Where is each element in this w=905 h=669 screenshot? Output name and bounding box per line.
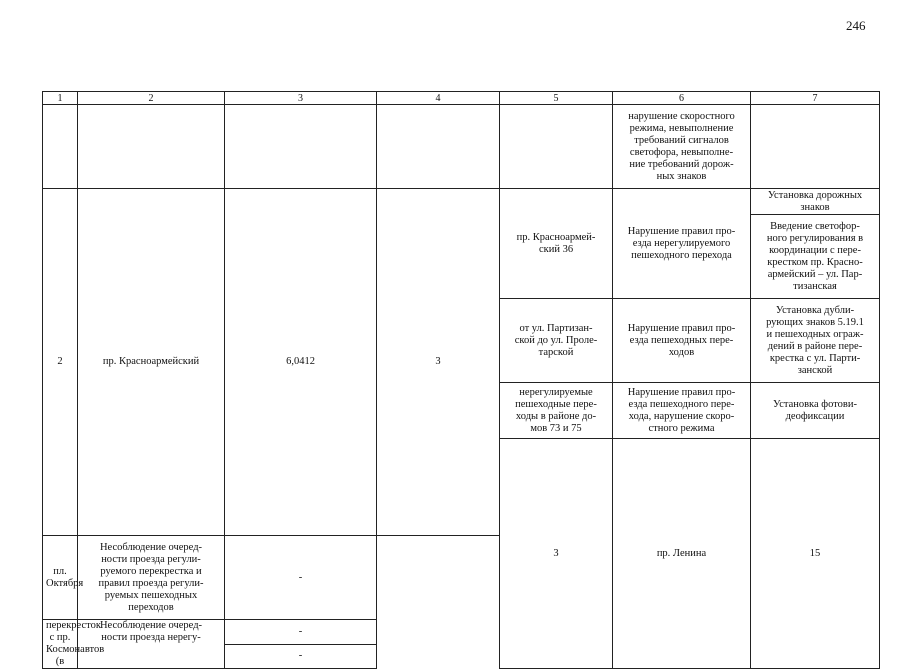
cell-length: 6,0412 — [225, 189, 377, 536]
cell-measure: - — [225, 620, 377, 645]
cell-place: от ул. Партизан- ской до ул. Проле- тарской — [500, 299, 613, 383]
cell-count: 3 — [377, 189, 500, 536]
page-number: 246 — [846, 18, 866, 33]
cell-measure: - — [225, 536, 377, 620]
cell-place: пр. Красноармей- ский 36 — [500, 189, 613, 299]
cell-empty — [500, 105, 613, 189]
cell-number: 3 — [500, 439, 613, 669]
cell-violation: Несоблюдение очеред- ности проезда нерегу- — [78, 620, 225, 669]
header-cell: 7 — [751, 92, 880, 105]
header-cell: 4 — [377, 92, 500, 105]
header-row — [43, 92, 880, 105]
cell-empty — [43, 105, 78, 189]
cell-length: 15 — [751, 439, 880, 669]
cell-measure: Установка дорожных знаков — [751, 189, 880, 215]
table-row — [43, 189, 880, 215]
cell-violation: Нарушение правил про- езда нерегулируемого пешеходного перехода — [613, 189, 751, 299]
table-row — [43, 105, 880, 189]
cell-measure: Установка дубли- рующих знаков 5.19.1 и пешеходных ограж- дений в районе пере- крестка с ул. Парти- занской — [751, 299, 880, 383]
header-cell: 2 — [78, 92, 225, 105]
cell-empty — [377, 105, 500, 189]
cell-place: нерегулируемые пешеходные пере- ходы в районе до- мов 73 и 75 — [500, 383, 613, 439]
cell-violation: Несоблюдение очеред- ности проезда регули- руемого перекрестка и правил проезда регули- руемых пешеходных переходов — [78, 536, 225, 620]
cell-violation: Нарушение правил про- езда пешеходных пере- ходов — [613, 299, 751, 383]
cell-number: 2 — [43, 189, 78, 536]
cell-measure: - — [225, 644, 377, 669]
cell-violation: нарушение скоростного режима, невыполнение требований сигналов светофора, невыполне- ние требований дорож- ных знаков — [613, 105, 751, 189]
cell-violation: Нарушение правил про- езда пешеходного пере- хода, нарушение скоро- стного режима — [613, 383, 751, 439]
cell-empty — [751, 105, 880, 189]
cell-measure: Введение светофор- ного регулирования в координации с пере- крестком пр. Красно- армейский – ул. Пар- тизанская — [751, 215, 880, 299]
header-cell: 1 — [43, 92, 78, 105]
cell-street: пр. Красноармейский — [78, 189, 225, 536]
header-cell: 5 — [500, 92, 613, 105]
cell-empty — [225, 105, 377, 189]
cell-street: пр. Ленина — [613, 439, 751, 669]
header-cell: 6 — [613, 92, 751, 105]
cell-place: пл. Октября — [43, 536, 78, 620]
cell-empty — [78, 105, 225, 189]
header-cell: 3 — [225, 92, 377, 105]
cell-place: перекресток с пр. Космонавтов (в — [43, 620, 78, 669]
document-table — [42, 91, 880, 669]
cell-measure: Установка фотови- деофиксации — [751, 383, 880, 439]
